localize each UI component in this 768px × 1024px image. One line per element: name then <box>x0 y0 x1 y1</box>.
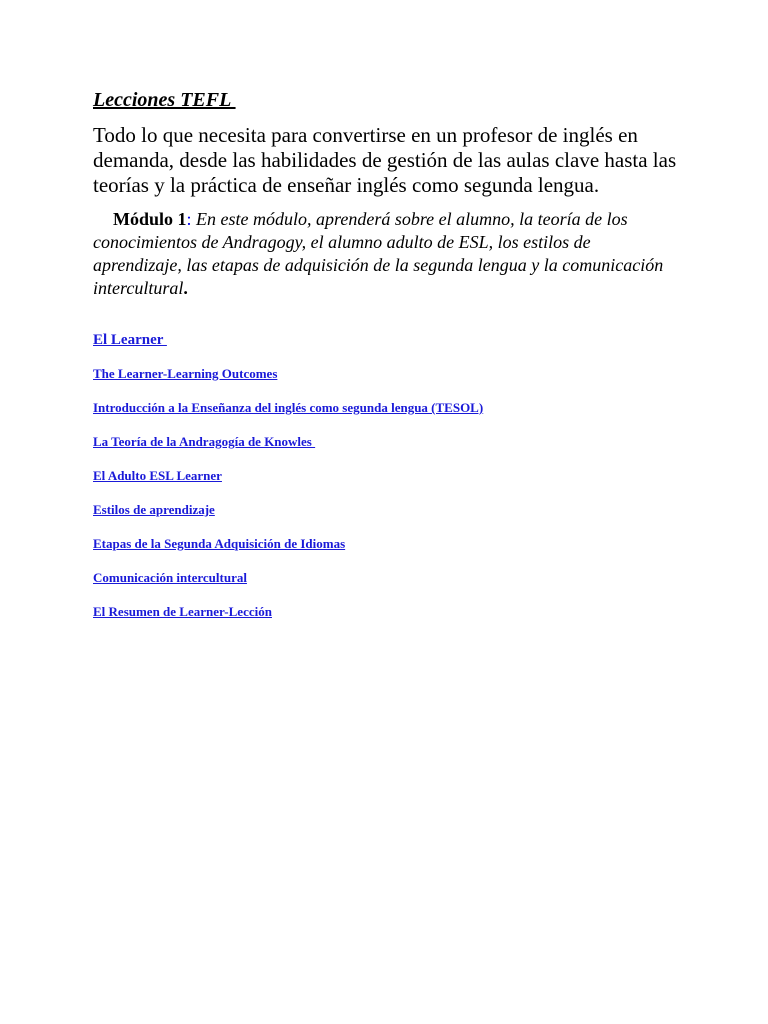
link-andragogia-knowles[interactable]: La Teoría de la Andragogía de Knowles <box>93 434 316 449</box>
link-intro-tesol[interactable]: Introducción a la Enseñanza del inglés como segunda lengua (TESOL) <box>93 400 484 415</box>
link-learning-outcomes[interactable]: The Learner-Learning Outcomes <box>93 366 278 381</box>
link-estilos-aprendizaje[interactable]: Estilos de aprendizaje <box>93 502 215 517</box>
module-description: En este módulo, aprenderá sobre el alumno, la teoría de los conocimientos de Andragogy, el alumno adulto de ESL, los estilos de aprendizaje, las etapas de adquisición de la segunda lengua y la comunicación intercultural <box>93 209 664 298</box>
link-el-learner[interactable]: El Learner <box>93 332 167 348</box>
lesson-links-list <box>93 331 693 620</box>
link-etapas-adquisicion[interactable]: Etapas de la Segunda Adquisición de Idiomas <box>93 536 346 551</box>
link-resumen-leccion[interactable]: El Resumen de Learner-Lección <box>93 604 272 619</box>
module-end-period: . <box>183 278 188 298</box>
module-colon: : <box>186 209 192 229</box>
link-comunicacion-intercultural[interactable]: Comunicación intercultural <box>93 570 247 585</box>
intro-paragraph: Todo lo que necesita para convertirse en un profesor de inglés en demanda, desde las habilidades de gestión de las aulas clave hasta las teorías y la práctica de enseñar inglés como segunda lengua. <box>93 123 677 197</box>
link-adulto-esl-learner[interactable]: El Adulto ESL Learner <box>93 468 222 483</box>
document-page <box>93 86 693 638</box>
module-label: Módulo 1 <box>113 209 187 229</box>
document-title: Lecciones TEFL <box>93 89 236 111</box>
module-paragraph <box>93 208 683 300</box>
